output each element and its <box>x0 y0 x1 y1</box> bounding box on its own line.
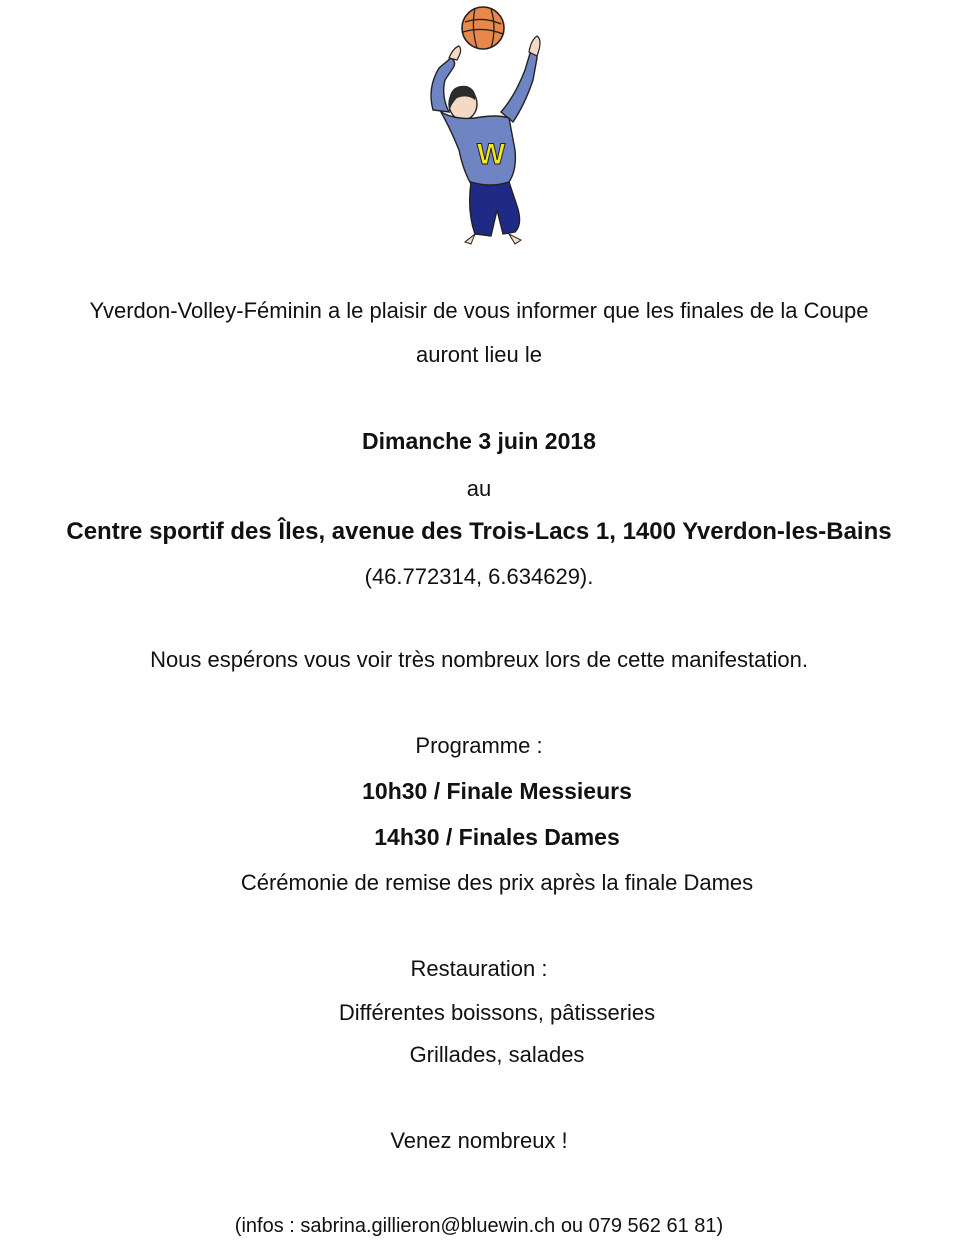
contact-info: (infos : sabrina.gillieron@bluewin.ch ou 079 562 61 81) <box>234 1215 724 1237</box>
venue-connector: au <box>466 476 492 501</box>
programme-label: Programme : <box>415 733 543 758</box>
venue-coordinates: (46.772314, 6.634629). <box>364 564 594 589</box>
ceremony-text: Cérémonie de remise des prix après la finale Dames <box>240 870 754 895</box>
hope-text: Nous espérons vous voir très nombreux lors de cette manifestation. <box>150 647 808 672</box>
volleyball-icon <box>462 7 504 49</box>
restauration-label: Restauration : <box>410 956 548 981</box>
restauration-item: Différentes boissons, pâtisseries <box>338 1000 656 1025</box>
event-date: Dimanche 3 juin 2018 <box>362 428 596 454</box>
intro-line-1: Yverdon-Volley-Féminin a le plaisir de vous informer que les finales de la Coupe <box>89 298 869 323</box>
volleyball-player-illustration <box>405 0 555 245</box>
event-venue: Centre sportif des Îles, avenue des Trois-Lacs 1, 1400 Yverdon-les-Bains <box>66 518 892 545</box>
programme-item: 14h30 / Finales Dames <box>374 824 620 850</box>
restauration-item: Grillades, salades <box>409 1042 585 1067</box>
jersey-letter: W <box>476 138 506 171</box>
intro-line-2: auront lieu le <box>416 342 542 367</box>
closing-text: Venez nombreux ! <box>390 1128 568 1153</box>
programme-item: 10h30 / Finale Messieurs <box>362 778 632 804</box>
